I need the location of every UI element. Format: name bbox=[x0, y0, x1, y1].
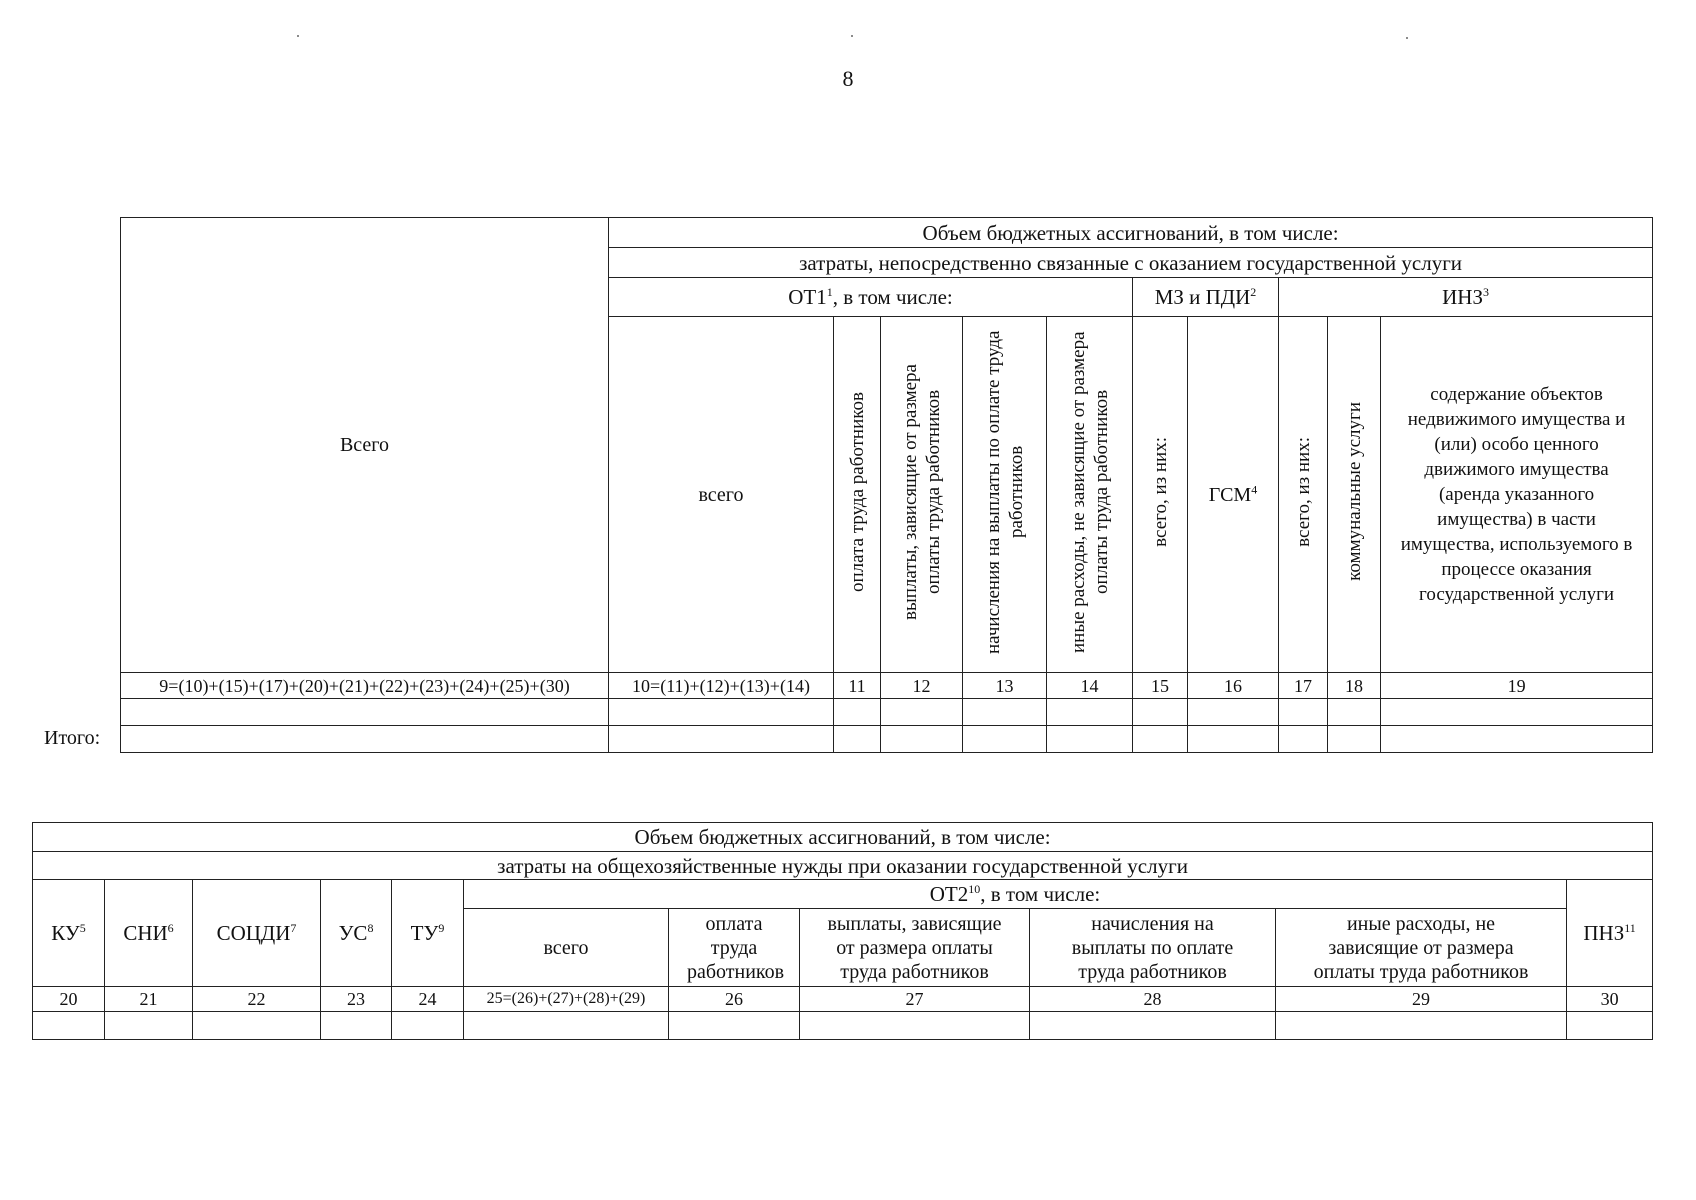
col-26-header: оплата труда работников bbox=[669, 909, 800, 987]
empty-cell bbox=[1276, 1012, 1567, 1040]
empty-cell bbox=[193, 1012, 321, 1040]
col-25-header: всего bbox=[464, 909, 669, 987]
empty-cell bbox=[1279, 699, 1328, 726]
empty-cell bbox=[609, 726, 834, 753]
ku-header: $КУ^5$ bbox=[33, 880, 105, 987]
col-number: 23 bbox=[321, 987, 392, 1012]
empty-cell bbox=[321, 1012, 392, 1040]
empty-cell bbox=[105, 1012, 193, 1040]
col-29-header: иные расходы, не зависящие от размера оплаты труда работников bbox=[1276, 909, 1567, 987]
col-number: 29 bbox=[1276, 987, 1567, 1012]
empty-cell bbox=[1328, 726, 1381, 753]
empty-cell bbox=[834, 699, 881, 726]
table-subtitle: затраты, непосредственно связанные с оказанием государственной услуги bbox=[609, 248, 1653, 278]
col-number: 27 bbox=[800, 987, 1030, 1012]
itogo-label: Итого: bbox=[44, 727, 101, 749]
empty-cell bbox=[33, 1012, 105, 1040]
empty-cell bbox=[464, 1012, 669, 1040]
inz-header: ИНЗ$^3$ bbox=[1279, 278, 1653, 317]
col-27-header: выплаты, зависящие от размера оплаты труда работников bbox=[800, 909, 1030, 987]
col-number: 28 bbox=[1030, 987, 1276, 1012]
col-number: 18 bbox=[1328, 673, 1381, 699]
scan-speck bbox=[1406, 37, 1408, 39]
empty-cell bbox=[881, 699, 963, 726]
col-17-header: всего, из них: bbox=[1279, 317, 1328, 673]
col-number: 22 bbox=[193, 987, 321, 1012]
col-number: 12 bbox=[881, 673, 963, 699]
empty-cell bbox=[1047, 699, 1133, 726]
empty-cell bbox=[121, 726, 609, 753]
empty-cell bbox=[1567, 1012, 1653, 1040]
empty-cell bbox=[1188, 699, 1279, 726]
col-11-header: оплата труда работников bbox=[834, 317, 881, 673]
empty-cell bbox=[1381, 699, 1653, 726]
col-number: 19 bbox=[1381, 673, 1653, 699]
table-subtitle: затраты на общехозяйственные нужды при оказании государственной услуги bbox=[33, 852, 1653, 880]
ot2-header: $ОТ2^{10}$, в том числе: bbox=[464, 880, 1567, 909]
mz-pdi-header: МЗ и ПДИ$^2$ bbox=[1133, 278, 1279, 317]
col-number: 21 bbox=[105, 987, 193, 1012]
empty-cell bbox=[963, 726, 1047, 753]
col-12-header: выплаты, зависящие от размера оплаты труда работников bbox=[881, 317, 963, 673]
col-number: 14 bbox=[1047, 673, 1133, 699]
us-header: $УС^8$ bbox=[321, 880, 392, 987]
col-number: 10=(11)+(12)+(13)+(14) bbox=[609, 673, 834, 699]
empty-cell bbox=[800, 1012, 1030, 1040]
empty-cell bbox=[1133, 699, 1188, 726]
empty-cell bbox=[1381, 726, 1653, 753]
total-header: Всего bbox=[121, 218, 609, 673]
table-row bbox=[121, 699, 1653, 726]
ot1-total-header: всего bbox=[609, 317, 834, 673]
scan-speck bbox=[851, 35, 853, 37]
ot1-header: $ОТ1^1$, в том числе: bbox=[609, 278, 1133, 317]
empty-cell bbox=[834, 726, 881, 753]
col-number: 11 bbox=[834, 673, 881, 699]
socdi-header: СОЦДИ$^7$ bbox=[193, 880, 321, 987]
table-title: Объем бюджетных ассигнований, в том числе: bbox=[609, 218, 1653, 248]
empty-cell bbox=[963, 699, 1047, 726]
pnz-header: ПНЗ$^{11}$ bbox=[1567, 880, 1653, 987]
col-number: 26 bbox=[669, 987, 800, 1012]
empty-cell bbox=[1047, 726, 1133, 753]
empty-cell bbox=[1133, 726, 1188, 753]
col-13-header: начисления на выплаты по оплате труда работников bbox=[963, 317, 1047, 673]
col-number: 20 bbox=[33, 987, 105, 1012]
itogo-row bbox=[121, 726, 1653, 753]
col-14-header: иные расходы, не зависящие от размера оплаты труда работников bbox=[1047, 317, 1133, 673]
col-28-header: начисления на выплаты по оплате труда работников bbox=[1030, 909, 1276, 987]
table-title: Объем бюджетных ассигнований, в том числе: bbox=[33, 823, 1653, 852]
col-number: 17 bbox=[1279, 673, 1328, 699]
col-number: 13 bbox=[963, 673, 1047, 699]
budget-table-general-costs bbox=[32, 822, 1653, 1040]
col-number: 30 bbox=[1567, 987, 1653, 1012]
empty-cell bbox=[1328, 699, 1381, 726]
empty-cell bbox=[669, 1012, 800, 1040]
col-18-header: коммунальные услуги bbox=[1328, 317, 1381, 673]
col-19-header: содержание объектов недвижимого имущества и (или) особо ценного движимого имущества (аренда указанного имущества) в части имущества, используемого в процессе оказания государственной услуги bbox=[1381, 317, 1653, 673]
empty-cell bbox=[609, 699, 834, 726]
col-16-header: ГСМ$^4$ bbox=[1188, 317, 1279, 673]
col-number: 15 bbox=[1133, 673, 1188, 699]
col-number: 24 bbox=[392, 987, 464, 1012]
empty-cell bbox=[392, 1012, 464, 1040]
page-number: 8 bbox=[842, 66, 854, 91]
budget-table-direct-costs bbox=[120, 217, 1653, 753]
scan-speck bbox=[297, 35, 299, 37]
empty-cell bbox=[121, 699, 609, 726]
tu-header: $ТУ^9$ bbox=[392, 880, 464, 987]
sni-header: СНИ$^6$ bbox=[105, 880, 193, 987]
col-15-header: всего, из них: bbox=[1133, 317, 1188, 673]
col-number: 9=(10)+(15)+(17)+(20)+(21)+(22)+(23)+(24)+(25)+(30) bbox=[121, 673, 609, 699]
table-row bbox=[33, 1012, 1653, 1040]
empty-cell bbox=[1030, 1012, 1276, 1040]
empty-cell bbox=[881, 726, 963, 753]
col-number: 16 bbox=[1188, 673, 1279, 699]
col-number: 25=(26)+(27)+(28)+(29) bbox=[464, 987, 669, 1012]
empty-cell bbox=[1188, 726, 1279, 753]
empty-cell bbox=[1279, 726, 1328, 753]
